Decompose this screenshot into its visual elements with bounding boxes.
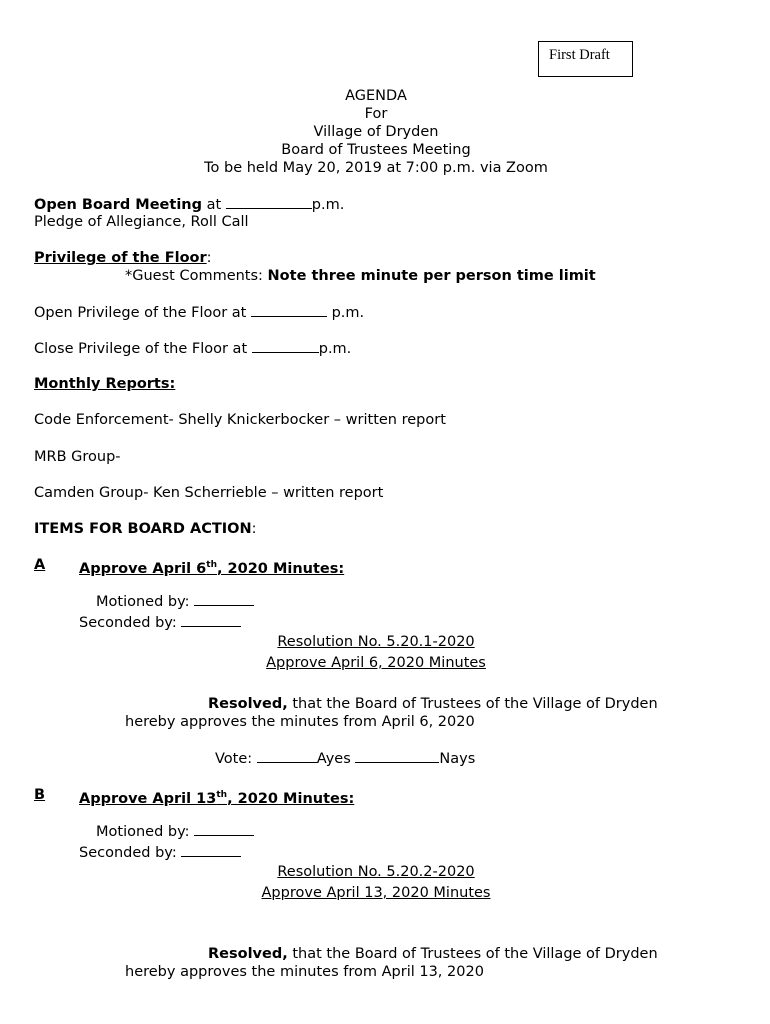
open-privilege-line xyxy=(34,303,364,322)
item-b-seconded-line xyxy=(79,843,241,862)
village-name: Village of Dryden xyxy=(313,124,439,140)
first-draft-stamp xyxy=(538,41,633,77)
item-a-resolved-bold: Resolved, xyxy=(208,696,288,712)
item-a-title-pre: Approve April 6 xyxy=(79,560,207,577)
open-privilege-text: Open Privilege of the Floor at xyxy=(34,305,251,321)
item-a-motioned-label: Motioned by: xyxy=(96,594,195,610)
meeting-date: To be held May 20, 2019 at 7:00 p.m. via Zoom xyxy=(204,160,548,176)
item-a-nays-blank[interactable] xyxy=(355,749,439,763)
item-b-letter: B xyxy=(34,787,46,803)
items-heading-colon: : xyxy=(251,521,257,537)
meeting-name: Board of Trustees Meeting xyxy=(281,142,471,158)
item-a-title-post: , 2020 Minutes: xyxy=(216,560,345,577)
guest-comments-prefix: *Guest Comments: xyxy=(125,268,268,284)
mrb-group-report: MRB Group- xyxy=(34,449,121,465)
item-a-ayes-label: Ayes xyxy=(316,751,356,767)
item-a-title-sup: th xyxy=(206,560,217,570)
items-heading xyxy=(34,520,257,538)
privilege-heading-colon: : xyxy=(206,250,212,266)
item-a-resolved-rest: that the Board of Trustees of the Village of Dryden xyxy=(287,696,658,712)
agenda-title: AGENDA xyxy=(345,88,407,104)
item-a-letter: A xyxy=(34,557,46,573)
open-privilege-time-blank[interactable] xyxy=(251,303,327,317)
item-a-resolved-line1 xyxy=(208,695,658,713)
open-board-meeting-at: at xyxy=(202,197,226,213)
item-a-resolution-title: Approve April 6, 2020 Minutes xyxy=(266,655,486,671)
first-draft-label: First Draft xyxy=(549,47,610,63)
item-a-motioned-line xyxy=(96,592,254,611)
item-b-title-sup: th xyxy=(216,790,228,800)
camden-group-report: Camden Group- Ken Scherrieble – written report xyxy=(34,485,384,501)
pledge-roll-call: Pledge of Allegiance, Roll Call xyxy=(34,214,249,230)
close-privilege-text: Close Privilege of the Floor at xyxy=(34,341,252,357)
item-b-resolution-title: Approve April 13, 2020 Minutes xyxy=(261,885,491,901)
close-privilege-line xyxy=(34,339,351,358)
item-a-vote-label: Vote: xyxy=(215,751,257,767)
item-a-vote-line xyxy=(215,749,475,768)
agenda-for: For xyxy=(364,106,388,122)
item-b-resolved-bold: Resolved, xyxy=(208,946,288,962)
item-b-seconded-blank[interactable] xyxy=(181,843,241,857)
guest-comments-note: Note three minute per person time limit xyxy=(267,268,596,284)
item-a-resolution-number: Resolution No. 5.20.1-2020 xyxy=(277,634,475,650)
open-board-meeting-pm: p.m. xyxy=(311,197,345,213)
item-b-resolved-line1 xyxy=(208,945,658,963)
close-privilege-pm: p.m. xyxy=(318,341,352,357)
item-a-nays-label: Nays xyxy=(439,751,476,767)
item-b-resolved-line2: hereby approves the minutes from April 13, 2020 xyxy=(125,964,484,980)
monthly-reports-heading: Monthly Reports: xyxy=(34,376,176,392)
item-b-motioned-blank[interactable] xyxy=(194,822,254,836)
item-a-resolved-line2: hereby approves the minutes from April 6, 2020 xyxy=(125,714,475,730)
item-a-seconded-line xyxy=(79,613,241,632)
item-b-title-post: , 2020 Minutes: xyxy=(227,790,355,807)
privilege-heading-text: Privilege of the Floor xyxy=(34,250,207,266)
item-a-motioned-blank[interactable] xyxy=(194,592,254,606)
open-privilege-pm: p.m. xyxy=(326,305,365,321)
open-board-meeting-line xyxy=(34,195,344,214)
code-enforcement-report: Code Enforcement- Shelly Knickerbocker – written report xyxy=(34,412,446,428)
guest-comments-line xyxy=(125,267,596,285)
item-a-ayes-blank[interactable] xyxy=(257,749,317,763)
item-a-title xyxy=(79,556,344,578)
close-privilege-time-blank[interactable] xyxy=(252,339,319,353)
open-time-blank[interactable] xyxy=(226,195,312,209)
open-board-meeting-label: Open Board Meeting xyxy=(34,197,202,213)
item-b-resolution-number: Resolution No. 5.20.2-2020 xyxy=(277,864,475,880)
item-a-seconded-blank[interactable] xyxy=(181,613,241,627)
items-heading-text: ITEMS FOR BOARD ACTION xyxy=(34,521,252,537)
privilege-heading xyxy=(34,249,212,267)
item-b-title xyxy=(79,786,354,808)
item-b-seconded-label: Seconded by: xyxy=(79,845,182,861)
item-b-resolved-rest: that the Board of Trustees of the Village of Dryden xyxy=(287,946,658,962)
item-b-motioned-label: Motioned by: xyxy=(96,824,195,840)
item-a-seconded-label: Seconded by: xyxy=(79,615,182,631)
item-b-motioned-line xyxy=(96,822,254,841)
item-b-title-pre: Approve April 13 xyxy=(79,790,217,807)
